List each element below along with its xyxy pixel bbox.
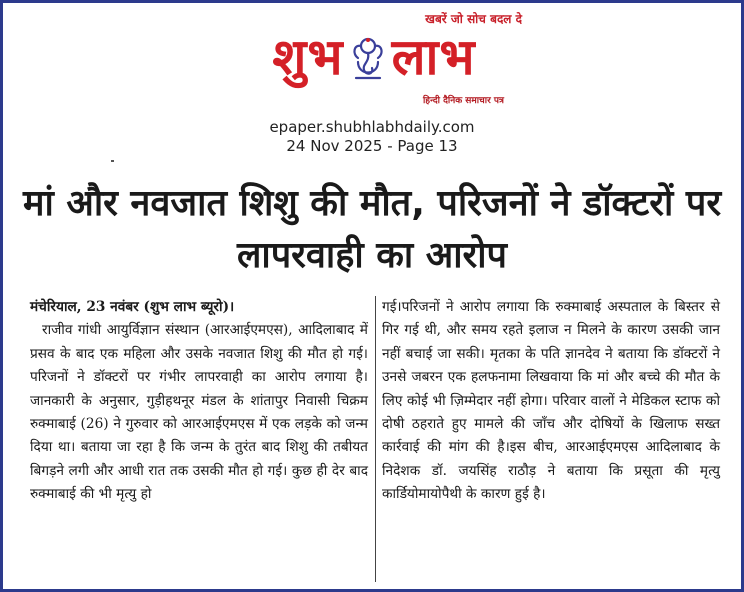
masthead-tagline: खबरें जो सोच बदल दे xyxy=(425,12,522,26)
brand-logo xyxy=(224,20,524,94)
column-divider xyxy=(375,296,376,582)
article-dateline: मंचेरियाल, 23 नवंबर (शुभ लाभ ब्यूरो)। xyxy=(30,299,235,315)
brand-word-right: लाभ xyxy=(391,27,476,86)
article-column-2 xyxy=(382,296,720,582)
source-date-page: 24 Nov 2025 - Page 13 xyxy=(286,137,458,155)
masthead xyxy=(224,6,524,110)
article-headline: मां और नवजात शिशु की मौत, परिजनों ने डॉक्टरों पर लापरवाही का आरोप xyxy=(22,183,722,276)
ganesha-logo-icon xyxy=(348,32,388,82)
article-column-1-text: राजीव गांधी आयुर्विज्ञान संस्थान (आरआईएमएस), आदिलाबाद में प्रसव के बाद एक महिला और उसके नवजात शिशु की मौत हो गई। परिजनों ने डॉक्टरों पर गंभीर लापरवाही का आरोप लगाया है।जानकारी के अनुसार, गुड़ीहथनूर मंडल के शांतापुर निवासी चिक्रम रुक्माबाई (26) ने गुरुवार को आरआईएमएस में एक लड़के को जन्म दिया था। बताया जा रहा है कि जन्म के तुरंत बाद शिशु की तबीयत बिगड़ने लगी और आधी रात तक उसकी मौत हो गई। कुछ ही देर बाद रुक्माबाई की भी मृत्यु हो xyxy=(30,322,368,503)
divider-mark xyxy=(111,160,114,162)
article-column-1 xyxy=(30,296,368,582)
masthead-subline: हिन्दी दैनिक समाचार पत्र xyxy=(422,96,504,106)
article-body xyxy=(30,296,720,582)
brand-word-left: शुभ xyxy=(272,27,344,86)
article-column-2-text: गई।परिजनों ने आरोप लगाया कि रुक्माबाई अस्पताल के बिस्तर से गिर गई थी, और समय रहते इलाज न मिलने के कारण उसकी जान नहीं बचाई जा सकी। मृतका के पति ज्ञानदेव ने बताया कि डॉक्टरों ने उनसे जबरन एक हलफनामा लिखवाया कि मां और बच्चे की मौत के लिए कोई भी ज़िम्मेदार नहीं होगा। परिवार वालों ने मेडिकल स्टाफ को दोषी ठहराते हुए मामले की जाँच और दोषियों के खिलाफ सख्त कार्रवाई की मांग की है।इस बीच, आरआईएमएस आदिलाबाद के निदेशक डॉ. जयसिंह राठौड़ ने बताया कि प्रसूता की मृत्यु कार्डियोमायोपैथी के कारण हुई है। xyxy=(382,299,720,503)
source-url: epaper.shubhlabhdaily.com xyxy=(269,118,475,136)
